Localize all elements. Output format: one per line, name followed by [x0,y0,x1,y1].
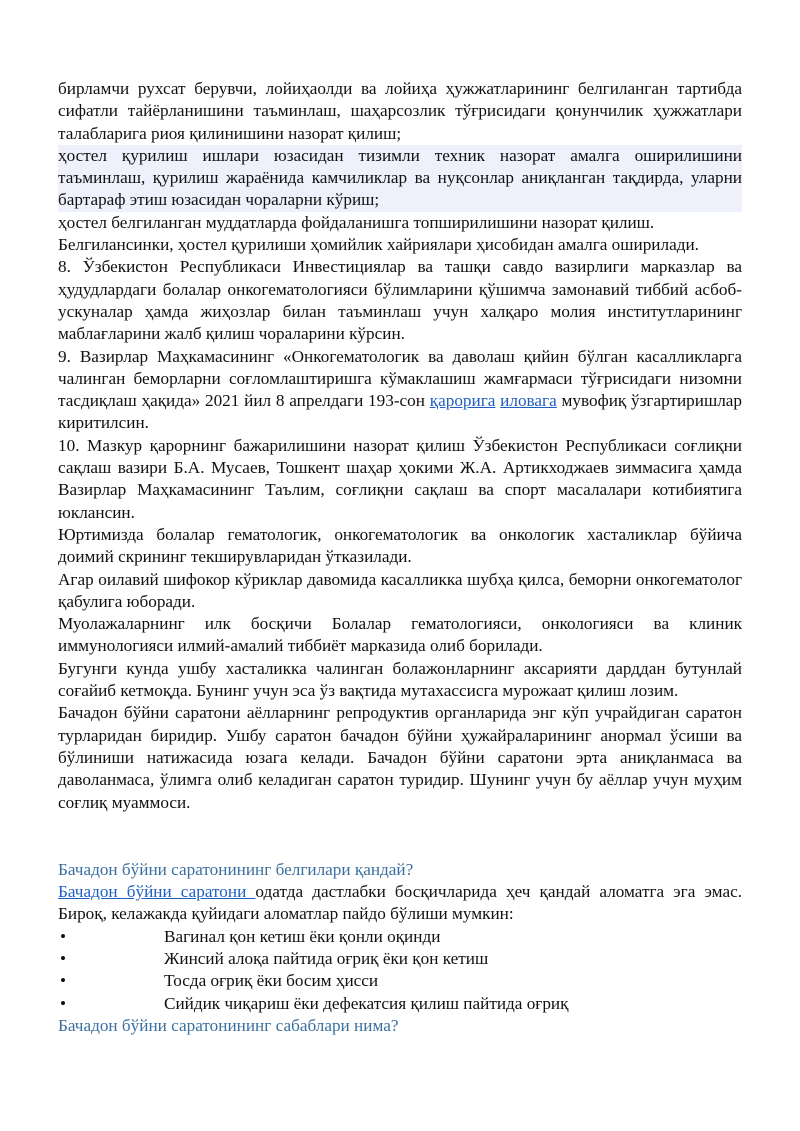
paragraph-item-10: 10. Мазкур қарорнинг бажарилишини назорат қилиш Ўзбекистон Республикаси соғлиқни сақлаш вазири Б.А. Мусаев, Тошкент шаҳар ҳокими Ж.А. Артикходжаев зиммасига ҳамда Вазирлар Маҳкамасининг Таълим, соғлиқни сақлаш ва спорт масалалари котибиятига юклансин. [58,435,742,522]
causes-heading: Бачадон бўйни саратонининг сабаблари нима? [58,1015,399,1035]
paragraph-cervical-cancer: Бачадон бўйни саратони аёлларнинг репродуктив органларида энг кўп учрайдиган саратон турларидан биридир. Ушбу саратон бачадон бўйни ҳужайраларининг анормал ўсиши ва бўлиниши натижасида юзага келади. Бачадон бўйни саратони эрта аниқланмаса ва даволанмаса, ўлимга олиб келадиган саратон туридир. Шунинг учун бу аёллар учун муҳим соғлиқ муаммоси. [58,703,742,812]
paragraph-approval: бирламчи рухсат берувчи, лойиҳаолди ва лойиҳа ҳужжатларининг белгиланган тартибда сифатли тайёрланишини таъминлаш, шаҳарсозлик тўғрисидаги қонунчилик ҳужжатлари талабларига риоя қилинишини назорат қилиш; [58,79,742,143]
symptom-text: Вагинал қон кетиш ёки қонли оқинди [164,926,441,946]
paragraph-screening: Юртимизда болалар гематологик, онкогематологик ва онкологик хасталиклар бўйича доимий скрининг текширувларидан ўтказилади. [58,524,742,567]
symptom-text: Жинсий алоқа пайтида оғриқ ёки қон кетиш [164,948,489,968]
item-9-text: 9. Вазирлар Маҳкамасининг «Онкогематологик ва даволаш қийин бўлган касалликларга чалинган беморларни соғломлаштиришга кўмаклашиш жамғармаси тўғрисидаги низомни тасдиқлаш ҳақида» 2021 йил 8 апрелдаги 193-сон [58,346,742,411]
list-item [58,970,742,992]
symptom-text: Тосда оғриқ ёки босим ҳисси [164,971,379,991]
list-item [58,948,742,970]
symptoms-intro [58,881,742,926]
symptoms-intro-text: одатда дастлабки босқичларида ҳеч қандай аломатга эга эмас. Бироқ, келажакда қуйидаги аломатлар пайдо бўлиши мумкин: [58,882,742,924]
list-item [58,926,742,948]
paragraph-item-9 [58,346,742,435]
bullet-icon: • [60,993,67,1013]
resolution-link[interactable]: қарорига [429,391,496,411]
bullet-icon: • [60,948,67,968]
paragraph-hostel-funding: Белгилансинки, ҳостел қурилиши ҳомийлик хайриялари ҳисобидан амалга оширилади. [58,235,699,255]
paragraph-hostel-deadline: ҳостел белгиланган муддатларда фойдаланишга топширилишини назорат қилиш. [58,212,655,232]
bullet-icon: • [60,926,67,946]
symptom-text: Сийдик чиқариш ёки дефекатсия қилиш пайтида оғриқ [164,993,569,1013]
section-gap [58,814,742,859]
list-item [58,993,742,1015]
paragraph-family-doctor: Агар оилавий шифокор кўриклар давомида касалликка шубҳа қилса, беморни онкогематолог қабулига юборади. [58,569,742,611]
paragraph-treatment-stage: Муолажаларнинг илк босқичи Болалар гематологияси, онкологияси ва клиник иммунологияси илмий-амалий тиббиёт марказида олиб борилади. [58,614,742,656]
document-body [58,78,742,1037]
item-9-ending: мувофиқ ўзгартиришлар киритилсин. [58,391,743,433]
paragraph-item-8: 8. Ўзбекистон Республикаси Инвестициялар ва ташқи савдо вазирлиги марказлар ва ҳудудлардаги болалар онкогематологияси бўлимларини қўшимча замонавий тиббий асбоб-ускуналар ҳамда жиҳозлар билан таъминлаш учун халқаро молия институтларининг маблағларини жалб қилиш чораларини кўрсин. [58,257,742,344]
symptoms-heading: Бачадон бўйни саратонининг белгилари қандай? [58,859,414,879]
paragraph-technical-supervision: ҳостел қурилиш ишлари юзасидан тизимли техник назорат амалга оширилишини таъминлаш, қурилиш жараёнида камчиликлар ва нуқсонлар аниқланган тақдирда, уларни бартараф этиш юзасидан чораларни кўриш; [58,145,742,212]
cervical-cancer-link[interactable]: Бачадон бўйни саратони [58,882,256,902]
bullet-icon: • [60,971,67,991]
appendix-link[interactable]: иловага [500,391,557,411]
paragraph-recovery: Бугунги кунда ушбу хасталикка чалинган болажонларнинг аксарияти дарддан бутунлай соғайиб кетмоқда. Бунинг учун эса ўз вақтида мутахассисга мурожаат қилиш лозим. [58,658,742,701]
